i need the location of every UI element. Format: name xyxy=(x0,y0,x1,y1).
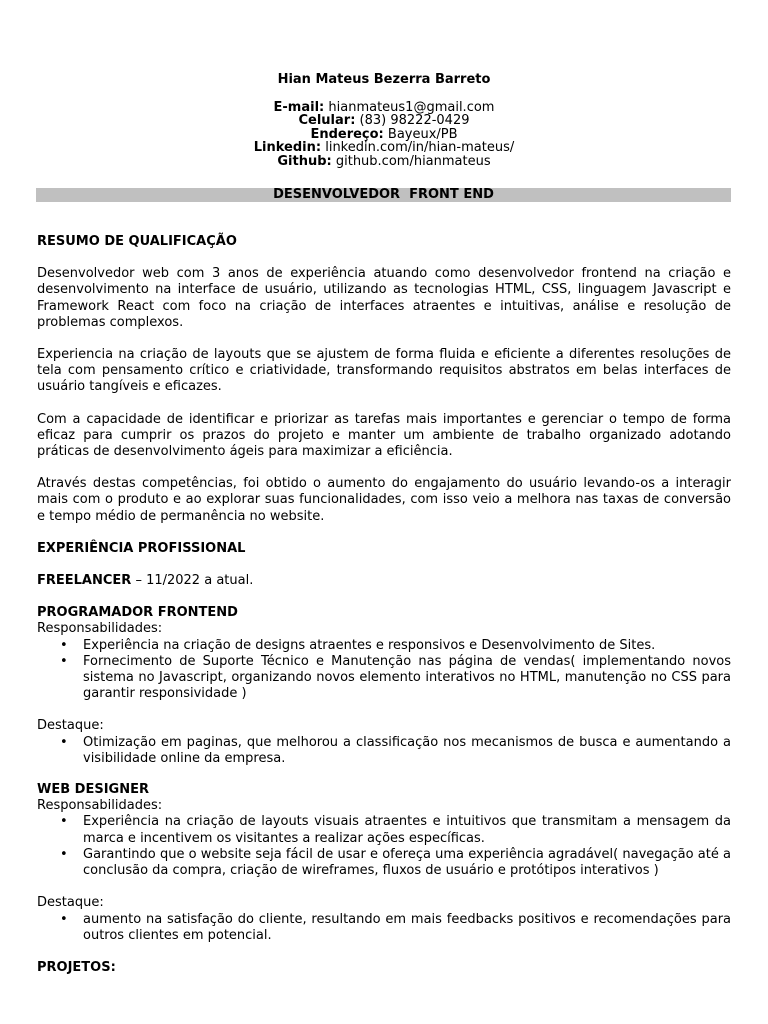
experience-heading: EXPERIÊNCIA PROFISSIONAL xyxy=(37,540,246,556)
list-item: • Garantindo que o website seja fácil de usar e ofereça uma experiência agradável( navegação até a conclusão da compra, criação de wireframes, fluxos de usuário e protótipos interativos ) xyxy=(83,847,731,879)
responsibilities-label: Responsabilidades: xyxy=(37,798,163,814)
contact-label: Endereço: xyxy=(310,126,384,142)
resume-body xyxy=(37,234,731,976)
list-item: • aumento na satisfação do cliente, resultando em mais feedbacks positivos e recomendações para outros clientes em potencial. xyxy=(83,912,731,944)
role-title: PROGRAMADOR FRONTEND xyxy=(37,605,238,621)
contact-label: E-mail: xyxy=(273,99,325,115)
contact-value: Bayeux/PB xyxy=(387,126,458,142)
contact-address xyxy=(0,128,768,142)
list-item: • Otimização em paginas, que melhorou a classificação nos mecanismos de busca e aumentando a visibilidade online da empresa. xyxy=(83,735,731,767)
contact-linkedin xyxy=(0,141,768,155)
contact-label: Github: xyxy=(277,153,332,169)
contact-value: linkedin.com/in/hian-mateus/ xyxy=(325,140,515,155)
highlights-list xyxy=(37,912,731,944)
resume-header xyxy=(0,73,768,168)
role-banner: DESENVOLVEDOR FRONT END xyxy=(36,188,731,202)
highlights-list xyxy=(37,735,731,767)
list-item: • Experiência na criação de designs atraentes e responsivos e Desenvolvimento de Sites. xyxy=(83,638,731,654)
freelancer-label: FREELANCER xyxy=(37,573,132,589)
summary-paragraph: Desenvolvedor web com 3 anos de experiência atuando como desenvolvedor frontend na criação e desenvolvimento na interface de usuário, utilizando as tecnologias HTML, CSS, linguagem Javascript e Framework React com foco na criação de interfaces atraentes e intuitivas, análise e resolução de problemas complexos. xyxy=(37,266,731,330)
highlight-label: Destaque: xyxy=(37,718,104,734)
responsibilities-list xyxy=(37,814,731,879)
contact-value: github.com/hianmateus xyxy=(335,153,491,169)
responsibilities-list xyxy=(37,638,731,703)
contact-phone xyxy=(0,114,768,128)
projects-heading: PROJETOS: xyxy=(37,959,116,975)
responsibilities-label: Responsabilidades: xyxy=(37,621,163,637)
freelancer-period: – 11/2022 a atual. xyxy=(131,573,254,589)
contact-github xyxy=(0,155,768,169)
summary-paragraph: Experiencia na criação de layouts que se ajustem de forma fluida e eficiente a diferentes resoluções de tela com pensamento crítico e criatividade, transformando requisitos abstratos em belas interfaces de usuário tangíveis e eficazes. xyxy=(37,347,731,395)
contact-label: Celular: xyxy=(298,113,356,128)
role-title: WEB DESIGNER xyxy=(37,782,149,798)
summary-paragraph: Através destas competências, foi obtido o aumento do engajamento do usuário levando-os a interagir mais com o produto e ao explorar suas funcionalidades, com isso veio a melhora nas taxas de conversão e tempo médio de permanência no website. xyxy=(37,476,731,524)
freelancer-line xyxy=(37,573,731,589)
highlight-label: Destaque: xyxy=(37,895,104,911)
list-item: • Experiência na criação de layouts visuais atraentes e intuitivos que transmitam a mensagem da marca e incentivem os visitantes a realizar ações específicas. xyxy=(83,814,731,846)
summary-heading: RESUMO DE QUALIFICAÇÃO xyxy=(37,234,237,249)
contact-value: (83) 98222-0429 xyxy=(359,113,470,128)
candidate-name: Hian Mateus Bezerra Barreto xyxy=(277,72,491,87)
contact-label: Linkedin: xyxy=(253,140,322,155)
summary-paragraph: Com a capacidade de identificar e priorizar as tarefas mais importantes e gerenciar o tempo de forma eficaz para cumprir os prazos do projeto e manter um ambiente de trabalho organizado adotando práticas de desenvolvimento ágeis para maximizar a eficiência. xyxy=(37,411,731,460)
contact-email xyxy=(0,101,768,115)
list-item: • Fornecimento de Suporte Técnico e Manutenção nas página de vendas( implementando novos sistema no Javascript, organizando novos elemento interativos no HTML, manutenção no CSS para garantir responsividade ) xyxy=(83,654,731,703)
contact-value: hianmateus1@gmail.com xyxy=(328,99,495,115)
